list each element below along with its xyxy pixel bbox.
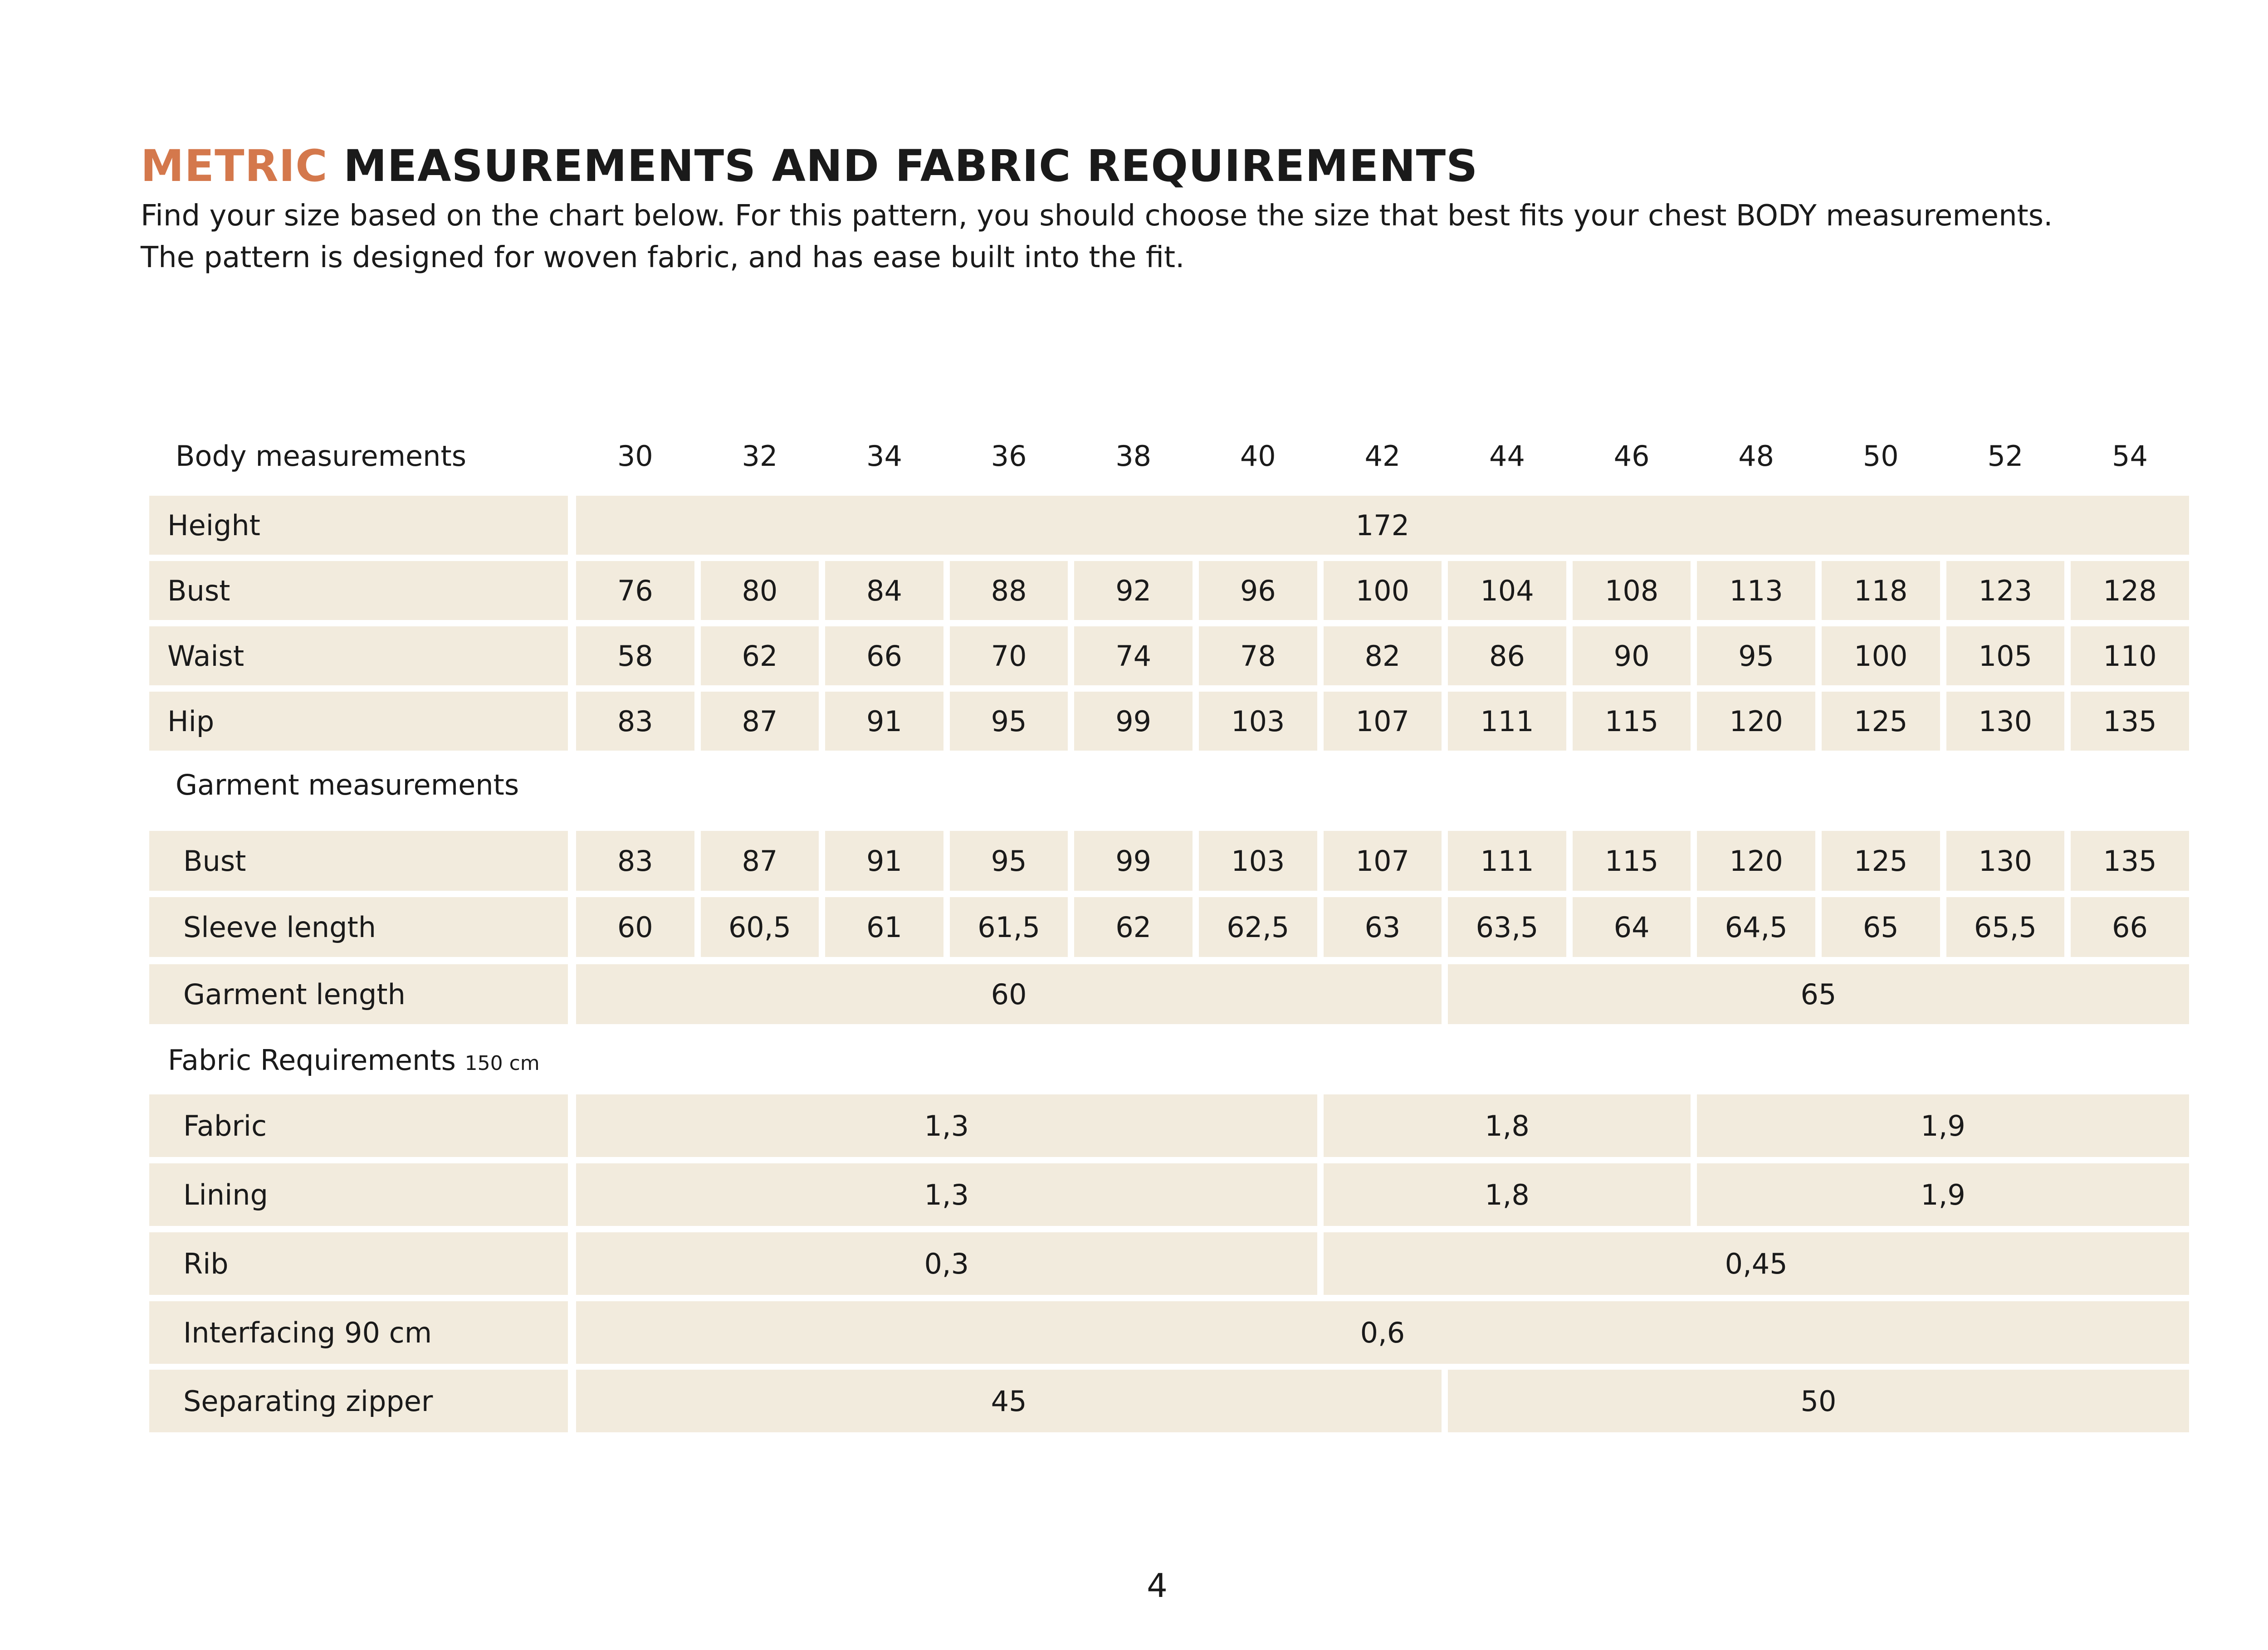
row-label-text: Interfacing 90 cm (183, 1316, 432, 1349)
table-cell: 87 (701, 692, 819, 751)
table-cell: 64 (1573, 897, 1691, 957)
row-label (149, 561, 568, 620)
table-cell: 110 (2071, 626, 2189, 685)
table-cell: 45 (576, 1370, 1442, 1432)
table-cell: 115 (1573, 692, 1691, 751)
table-cell: 58 (576, 626, 694, 685)
table-cell: 86 (1448, 626, 1566, 685)
table-cell: 99 (1074, 831, 1193, 891)
table-cell: 61 (825, 897, 943, 957)
table-cell: 123 (1946, 561, 2065, 620)
table-cell: 113 (1697, 561, 1815, 620)
table-cell: 62 (1074, 897, 1193, 957)
table-cell: 125 (1822, 692, 1940, 751)
size-header: 42 (1364, 439, 1401, 473)
table-cell: 103 (1199, 692, 1317, 751)
table-cell: 0,45 (1324, 1232, 2189, 1295)
table-cell: 87 (701, 831, 819, 891)
size-header: 34 (866, 439, 902, 473)
table-cell: 62 (701, 626, 819, 685)
row-label-text: Waist (167, 639, 244, 673)
table-cell: 130 (1946, 831, 2065, 891)
intro-line-1: Find your size based on the chart below. For this pattern, you should choose the size that best fits your chest BODY measurements. (141, 199, 2053, 233)
table-cell: 135 (2071, 831, 2189, 891)
table-cell: 50 (1448, 1370, 2189, 1432)
table-cell: 130 (1946, 692, 2065, 751)
table-cell: 60 (576, 964, 1442, 1024)
row-label-text: Garment length (183, 977, 406, 1011)
intro-paragraph (141, 195, 2053, 278)
title-accent: METRIC (141, 141, 328, 191)
table-cell: 0,3 (576, 1232, 1317, 1295)
row-label-text: Hip (167, 704, 215, 738)
row-label (149, 1301, 568, 1364)
row-label (149, 831, 568, 891)
row-label (149, 1094, 568, 1157)
table-cell: 74 (1074, 626, 1193, 685)
table-cell: 61,5 (950, 897, 1068, 957)
table-cell: 64,5 (1697, 897, 1815, 957)
table-cell: 105 (1946, 626, 2065, 685)
table-cell: 60 (576, 897, 694, 957)
table-cell: 66 (825, 626, 943, 685)
table-cell: 95 (950, 692, 1068, 751)
table-cell: 62,5 (1199, 897, 1317, 957)
size-header: 50 (1862, 439, 1899, 473)
table-cell: 115 (1573, 831, 1691, 891)
section-heading-garment: Garment measurements (176, 768, 519, 801)
row-label-text: Separating zipper (183, 1384, 433, 1418)
table-cell: 0,6 (576, 1301, 2189, 1364)
row-label-text: Sleeve length (183, 910, 376, 944)
table-cell: 103 (1199, 831, 1317, 891)
row-label (149, 897, 568, 957)
table-cell: 125 (1822, 831, 1940, 891)
table-cell: 80 (701, 561, 819, 620)
table-cell: 100 (1822, 626, 1940, 685)
table-cell: 65 (1822, 897, 1940, 957)
table-cell: 172 (576, 496, 2189, 555)
table-cell: 135 (2071, 692, 2189, 751)
table-cell: 92 (1074, 561, 1193, 620)
table-cell: 1,9 (1697, 1163, 2189, 1226)
title-rest: MEASUREMENTS AND FABRIC REQUIREMENTS (343, 141, 1478, 191)
row-label (149, 626, 568, 685)
table-cell: 118 (1822, 561, 1940, 620)
row-label (149, 692, 568, 751)
table-cell: 99 (1074, 692, 1193, 751)
row-label (149, 1370, 568, 1432)
table-cell: 65,5 (1946, 897, 2065, 957)
table-cell: 108 (1573, 561, 1691, 620)
table-cell: 76 (576, 561, 694, 620)
table-cell: 1,8 (1324, 1094, 1691, 1157)
table-cell: 82 (1324, 626, 1442, 685)
table-cell: 84 (825, 561, 943, 620)
row-label-text: Bust (183, 844, 246, 878)
intro-line-2: The pattern is designed for woven fabric, and has ease built into the fit. (141, 241, 1185, 274)
size-header: 32 (742, 439, 778, 473)
page-title (141, 141, 1478, 191)
section-heading-fabric (168, 1044, 540, 1077)
table-cell: 70 (950, 626, 1068, 685)
size-header: 46 (1613, 439, 1650, 473)
table-cell: 1,3 (576, 1163, 1317, 1226)
table-cell: 65 (1448, 964, 2189, 1024)
size-header: 40 (1240, 439, 1276, 473)
table-cell: 83 (576, 831, 694, 891)
table-cell: 96 (1199, 561, 1317, 620)
table-cell: 1,3 (576, 1094, 1317, 1157)
row-label (149, 1232, 568, 1295)
size-header: 36 (991, 439, 1027, 473)
table-cell: 120 (1697, 692, 1815, 751)
row-label-text: Rib (183, 1247, 229, 1280)
table-cell: 90 (1573, 626, 1691, 685)
table-cell: 88 (950, 561, 1068, 620)
row-label (149, 496, 568, 555)
size-header: 48 (1738, 439, 1774, 473)
page-number: 4 (1147, 1567, 1168, 1605)
size-header: 52 (1987, 439, 2024, 473)
table-cell: 100 (1324, 561, 1442, 620)
table-cell: 95 (1697, 626, 1815, 685)
fabric-heading-unit: 150 cm (464, 1052, 540, 1075)
row-label-text: Lining (183, 1178, 268, 1211)
size-header: 38 (1115, 439, 1152, 473)
table-cell: 107 (1324, 831, 1442, 891)
table-cell: 63,5 (1448, 897, 1566, 957)
size-header: 30 (617, 439, 653, 473)
row-label (149, 964, 568, 1024)
table-cell: 63 (1324, 897, 1442, 957)
table-cell: 95 (950, 831, 1068, 891)
table-cell: 83 (576, 692, 694, 751)
table-cell: 111 (1448, 831, 1566, 891)
table-cell: 1,9 (1697, 1094, 2189, 1157)
section-heading-body: Body measurements (176, 439, 467, 473)
table-cell: 66 (2071, 897, 2189, 957)
table-cell: 111 (1448, 692, 1566, 751)
table-cell: 60,5 (701, 897, 819, 957)
table-cell: 107 (1324, 692, 1442, 751)
table-cell: 78 (1199, 626, 1317, 685)
size-header: 44 (1489, 439, 1525, 473)
table-cell: 128 (2071, 561, 2189, 620)
row-label-text: Fabric (183, 1109, 267, 1142)
table-cell: 91 (825, 831, 943, 891)
row-label-text: Bust (167, 574, 230, 607)
fabric-heading-text: Fabric Requirements (168, 1044, 456, 1077)
row-label-text: Height (167, 508, 260, 542)
row-label (149, 1163, 568, 1226)
table-cell: 120 (1697, 831, 1815, 891)
size-header: 54 (2112, 439, 2148, 473)
table-cell: 104 (1448, 561, 1566, 620)
table-cell: 1,8 (1324, 1163, 1691, 1226)
table-cell: 91 (825, 692, 943, 751)
